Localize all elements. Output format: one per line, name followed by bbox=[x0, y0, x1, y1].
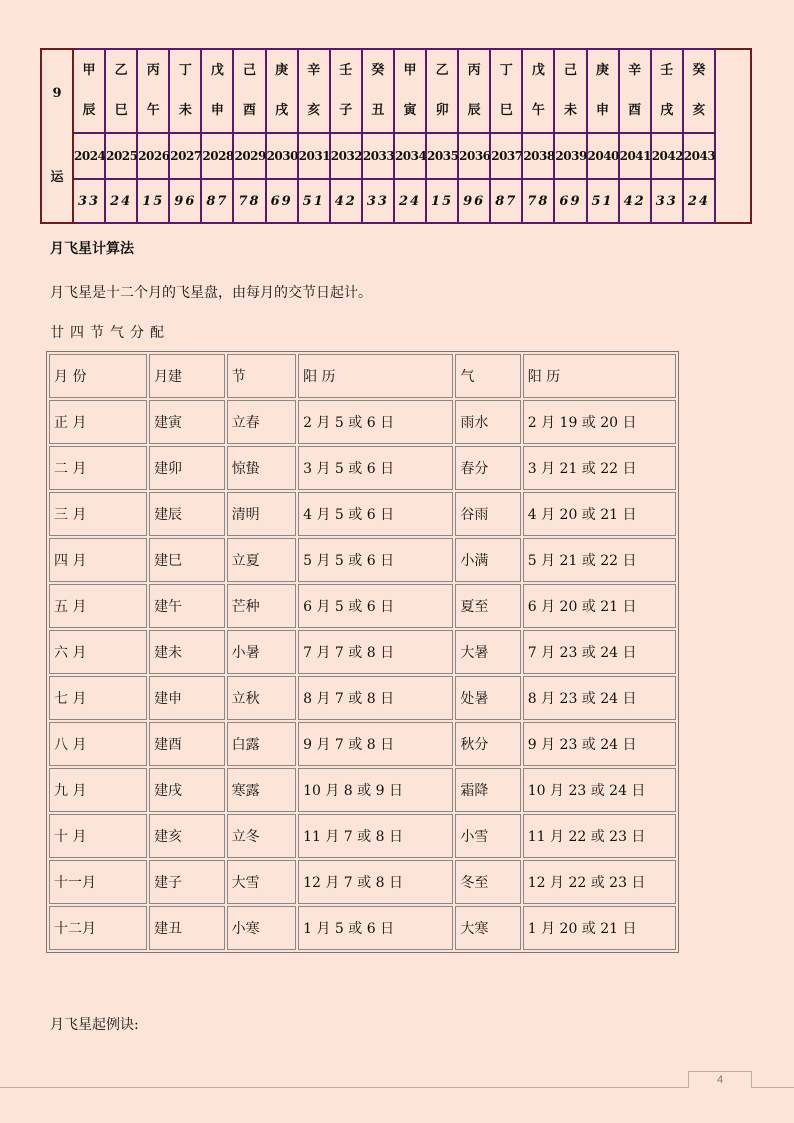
section-heading: 月飞星计算法 bbox=[50, 241, 134, 257]
zhi-char: 午 bbox=[531, 103, 545, 118]
intro-paragraph: 月飞星是十二个月的飞星盘，由每月的交节日起计。 bbox=[50, 285, 372, 301]
ganzhi-cell bbox=[522, 49, 554, 133]
ganzhi-row bbox=[41, 49, 751, 133]
zhi-char: 未 bbox=[178, 103, 192, 118]
table-row bbox=[49, 676, 676, 720]
gan-char: 庚 bbox=[275, 63, 289, 78]
table-cell: 5 月 21 或 22 日 bbox=[523, 538, 676, 582]
table-cell: 小雪 bbox=[455, 814, 520, 858]
year-cell: 2032 bbox=[330, 133, 362, 179]
table-cell: 小暑 bbox=[227, 630, 296, 674]
footer-divider bbox=[0, 1087, 794, 1088]
table-row bbox=[49, 446, 676, 490]
gan-char: 乙 bbox=[114, 63, 128, 78]
table-cell: 九 月 bbox=[49, 768, 147, 812]
star-cell: 42 bbox=[619, 179, 651, 223]
table-row bbox=[49, 538, 676, 582]
table-cell: 建酉 bbox=[149, 722, 225, 766]
table-cell: 立春 bbox=[227, 400, 296, 444]
zhi-char: 申 bbox=[210, 103, 224, 118]
gan-char: 甲 bbox=[82, 63, 96, 78]
year-cell: 2029 bbox=[233, 133, 265, 179]
gan-char: 壬 bbox=[660, 63, 674, 78]
nine-period-table bbox=[40, 48, 752, 224]
table-cell: 霜降 bbox=[455, 768, 520, 812]
table-cell: 十 月 bbox=[49, 814, 147, 858]
period-number: 9 bbox=[52, 86, 62, 101]
gan-char: 丙 bbox=[467, 63, 481, 78]
table-row bbox=[49, 906, 676, 950]
ganzhi-cell bbox=[298, 49, 330, 133]
table-cell: 5 月 5 或 6 日 bbox=[298, 538, 453, 582]
star-cell: 15 bbox=[426, 179, 458, 223]
star-cell: 24 bbox=[394, 179, 426, 223]
year-cell: 2043 bbox=[683, 133, 715, 179]
ganzhi-cell bbox=[201, 49, 233, 133]
table-gap-cell bbox=[715, 49, 751, 133]
zhi-char: 酉 bbox=[628, 103, 642, 118]
gan-char: 戊 bbox=[531, 63, 545, 78]
table-cell: 白露 bbox=[227, 722, 296, 766]
table-cell: 大雪 bbox=[227, 860, 296, 904]
table-cell: 2 月 19 或 20 日 bbox=[523, 400, 676, 444]
gan-char: 癸 bbox=[692, 63, 706, 78]
table-cell: 大暑 bbox=[455, 630, 520, 674]
ganzhi-cell bbox=[362, 49, 394, 133]
jieqi-subheading: 廿四节气分配 bbox=[50, 325, 170, 341]
year-cell: 2035 bbox=[426, 133, 458, 179]
table-cell: 立冬 bbox=[227, 814, 296, 858]
table-row bbox=[49, 814, 676, 858]
star-cell: 78 bbox=[233, 179, 265, 223]
star-cell: 51 bbox=[298, 179, 330, 223]
table-row bbox=[49, 630, 676, 674]
table-cell: 4 月 20 或 21 日 bbox=[523, 492, 676, 536]
table-cell: 11 月 7 或 8 日 bbox=[298, 814, 453, 858]
table-cell: 大寒 bbox=[455, 906, 520, 950]
table-cell: 7 月 7 或 8 日 bbox=[298, 630, 453, 674]
table-cell: 9 月 7 或 8 日 bbox=[298, 722, 453, 766]
year-cell: 2026 bbox=[137, 133, 169, 179]
table-cell: 冬至 bbox=[455, 860, 520, 904]
jieqi-table bbox=[46, 351, 679, 953]
ganzhi-cell bbox=[233, 49, 265, 133]
table-cell: 小满 bbox=[455, 538, 520, 582]
zhi-char: 卯 bbox=[435, 103, 449, 118]
gan-char: 丁 bbox=[499, 63, 513, 78]
year-cell: 2028 bbox=[201, 133, 233, 179]
table-gap-cell bbox=[715, 133, 751, 179]
year-cell: 2025 bbox=[105, 133, 137, 179]
table-gap-cell bbox=[715, 179, 751, 223]
table-cell: 惊蛰 bbox=[227, 446, 296, 490]
table-cell: 3 月 21 或 22 日 bbox=[523, 446, 676, 490]
gan-char: 癸 bbox=[371, 63, 385, 78]
table-cell: 五 月 bbox=[49, 584, 147, 628]
table-cell: 建丑 bbox=[149, 906, 225, 950]
zhi-char: 寅 bbox=[403, 103, 417, 118]
year-cell: 2041 bbox=[619, 133, 651, 179]
table-cell: 建申 bbox=[149, 676, 225, 720]
ganzhi-cell bbox=[619, 49, 651, 133]
period-label bbox=[41, 49, 73, 223]
table-cell: 夏至 bbox=[455, 584, 520, 628]
gan-char: 乙 bbox=[435, 63, 449, 78]
star-cell: 33 bbox=[73, 179, 105, 223]
star-cell: 87 bbox=[201, 179, 233, 223]
star-cell: 78 bbox=[522, 179, 554, 223]
zhi-char: 巳 bbox=[114, 103, 128, 118]
table-cell: 11 月 22 或 23 日 bbox=[523, 814, 676, 858]
table-cell: 建巳 bbox=[149, 538, 225, 582]
ganzhi-cell bbox=[458, 49, 490, 133]
table-cell: 建卯 bbox=[149, 446, 225, 490]
table-cell: 2 月 5 或 6 日 bbox=[298, 400, 453, 444]
star-cell: 96 bbox=[458, 179, 490, 223]
table-cell: 十二月 bbox=[49, 906, 147, 950]
zhi-char: 午 bbox=[146, 103, 160, 118]
zhi-char: 子 bbox=[339, 103, 353, 118]
table-cell: 建午 bbox=[149, 584, 225, 628]
ganzhi-cell bbox=[169, 49, 201, 133]
table-cell: 雨水 bbox=[455, 400, 520, 444]
ganzhi-cell bbox=[73, 49, 105, 133]
table-cell: 芒种 bbox=[227, 584, 296, 628]
zhi-char: 戌 bbox=[275, 103, 289, 118]
star-cell: 69 bbox=[554, 179, 586, 223]
table-cell: 建辰 bbox=[149, 492, 225, 536]
table-cell: 建亥 bbox=[149, 814, 225, 858]
gan-char: 己 bbox=[563, 63, 577, 78]
year-row bbox=[41, 133, 751, 179]
zhi-char: 辰 bbox=[82, 103, 96, 118]
table-cell: 7 月 23 或 24 日 bbox=[523, 630, 676, 674]
table-cell: 建未 bbox=[149, 630, 225, 674]
year-cell: 2042 bbox=[651, 133, 683, 179]
table-cell: 建子 bbox=[149, 860, 225, 904]
table-cell: 秋分 bbox=[455, 722, 520, 766]
ganzhi-cell bbox=[683, 49, 715, 133]
ganzhi-cell bbox=[105, 49, 137, 133]
star-cell: 42 bbox=[330, 179, 362, 223]
page-number: 4 bbox=[688, 1071, 752, 1088]
zhi-char: 申 bbox=[596, 103, 610, 118]
year-cell: 2040 bbox=[587, 133, 619, 179]
ganzhi-cell bbox=[330, 49, 362, 133]
star-row bbox=[41, 179, 751, 223]
zhi-char: 酉 bbox=[243, 103, 257, 118]
year-cell: 2027 bbox=[169, 133, 201, 179]
zhi-char: 亥 bbox=[692, 103, 706, 118]
ganzhi-cell bbox=[394, 49, 426, 133]
table-cell: 小寒 bbox=[227, 906, 296, 950]
star-cell: 33 bbox=[651, 179, 683, 223]
star-cell: 69 bbox=[266, 179, 298, 223]
table-cell: 谷雨 bbox=[455, 492, 520, 536]
table-row bbox=[49, 492, 676, 536]
period-char: 运 bbox=[50, 170, 64, 185]
table-cell: 6 月 20 或 21 日 bbox=[523, 584, 676, 628]
gan-char: 庚 bbox=[596, 63, 610, 78]
table-row bbox=[49, 400, 676, 444]
zhi-char: 丑 bbox=[371, 103, 385, 118]
table-cell: 建戌 bbox=[149, 768, 225, 812]
table-cell: 十一月 bbox=[49, 860, 147, 904]
table-cell: 六 月 bbox=[49, 630, 147, 674]
star-cell: 96 bbox=[169, 179, 201, 223]
table-row bbox=[49, 768, 676, 812]
table-row bbox=[49, 860, 676, 904]
gan-char: 戊 bbox=[210, 63, 224, 78]
year-cell: 2024 bbox=[73, 133, 105, 179]
year-cell: 2036 bbox=[458, 133, 490, 179]
zhi-char: 戌 bbox=[660, 103, 674, 118]
table-cell: 10 月 23 或 24 日 bbox=[523, 768, 676, 812]
star-cell: 24 bbox=[105, 179, 137, 223]
year-cell: 2030 bbox=[266, 133, 298, 179]
column-header: 阳 历 bbox=[298, 354, 453, 398]
ganzhi-cell bbox=[490, 49, 522, 133]
table-cell: 1 月 20 或 21 日 bbox=[523, 906, 676, 950]
table-cell: 10 月 8 或 9 日 bbox=[298, 768, 453, 812]
table-cell: 1 月 5 或 6 日 bbox=[298, 906, 453, 950]
year-cell: 2034 bbox=[394, 133, 426, 179]
gan-char: 己 bbox=[243, 63, 257, 78]
table-cell: 清明 bbox=[227, 492, 296, 536]
star-cell: 24 bbox=[683, 179, 715, 223]
table-cell: 6 月 5 或 6 日 bbox=[298, 584, 453, 628]
column-header: 阳 历 bbox=[523, 354, 676, 398]
ganzhi-cell bbox=[587, 49, 619, 133]
gan-char: 辛 bbox=[307, 63, 321, 78]
gan-char: 丁 bbox=[178, 63, 192, 78]
ganzhi-cell bbox=[651, 49, 683, 133]
table-row bbox=[49, 584, 676, 628]
year-cell: 2039 bbox=[554, 133, 586, 179]
star-cell: 15 bbox=[137, 179, 169, 223]
table-cell: 12 月 7 或 8 日 bbox=[298, 860, 453, 904]
column-header: 节 bbox=[227, 354, 296, 398]
table-cell: 正 月 bbox=[49, 400, 147, 444]
zhi-char: 未 bbox=[563, 103, 577, 118]
table-cell: 12 月 22 或 23 日 bbox=[523, 860, 676, 904]
star-cell: 33 bbox=[362, 179, 394, 223]
table-cell: 处暑 bbox=[455, 676, 520, 720]
table-cell: 8 月 23 或 24 日 bbox=[523, 676, 676, 720]
table-cell: 八 月 bbox=[49, 722, 147, 766]
star-cell: 51 bbox=[587, 179, 619, 223]
ganzhi-cell bbox=[426, 49, 458, 133]
table-cell: 二 月 bbox=[49, 446, 147, 490]
table-cell: 四 月 bbox=[49, 538, 147, 582]
year-cell: 2031 bbox=[298, 133, 330, 179]
gan-char: 甲 bbox=[403, 63, 417, 78]
table-cell: 春分 bbox=[455, 446, 520, 490]
year-cell: 2038 bbox=[522, 133, 554, 179]
table-row bbox=[49, 722, 676, 766]
zhi-char: 巳 bbox=[499, 103, 513, 118]
table-cell: 4 月 5 或 6 日 bbox=[298, 492, 453, 536]
zhi-char: 亥 bbox=[307, 103, 321, 118]
year-cell: 2033 bbox=[362, 133, 394, 179]
star-cell: 87 bbox=[490, 179, 522, 223]
zhi-char: 辰 bbox=[467, 103, 481, 118]
year-cell: 2037 bbox=[490, 133, 522, 179]
table-cell: 8 月 7 或 8 日 bbox=[298, 676, 453, 720]
table-cell: 七 月 bbox=[49, 676, 147, 720]
column-header: 气 bbox=[455, 354, 520, 398]
table-cell: 9 月 23 或 24 日 bbox=[523, 722, 676, 766]
table-cell: 立秋 bbox=[227, 676, 296, 720]
table-cell: 3 月 5 或 6 日 bbox=[298, 446, 453, 490]
column-header: 月 份 bbox=[49, 354, 147, 398]
ganzhi-cell bbox=[266, 49, 298, 133]
ganzhi-cell bbox=[137, 49, 169, 133]
table-cell: 三 月 bbox=[49, 492, 147, 536]
gan-char: 丙 bbox=[146, 63, 160, 78]
table-cell: 建寅 bbox=[149, 400, 225, 444]
gan-char: 辛 bbox=[628, 63, 642, 78]
gan-char: 壬 bbox=[339, 63, 353, 78]
table-cell: 立夏 bbox=[227, 538, 296, 582]
table-cell: 寒露 bbox=[227, 768, 296, 812]
footer-text: 月飞星起例诀: bbox=[50, 1017, 139, 1033]
column-header: 月建 bbox=[149, 354, 225, 398]
ganzhi-cell bbox=[554, 49, 586, 133]
table-header-row bbox=[49, 354, 676, 398]
